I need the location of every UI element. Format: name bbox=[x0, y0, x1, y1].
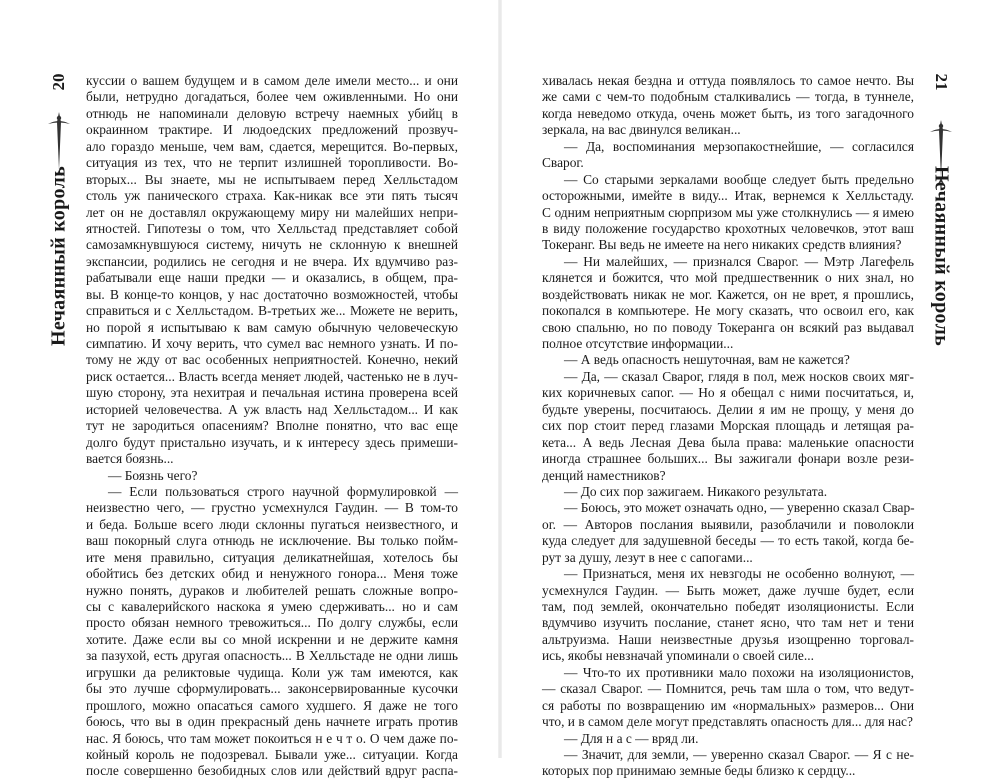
text-line: — Что-то их противники мало похожи на изоляционистов, bbox=[564, 664, 914, 680]
text-line: историей человечества. А уж власть над Хелльстадом... И как bbox=[86, 401, 458, 417]
text-line: — До сих пор зажигаем. Никакого результата. bbox=[564, 483, 828, 499]
text-line: — Если пользоваться строго научной формулировкой — bbox=[108, 483, 458, 499]
text-line: рут за душу, лезут в нее с сапогами... bbox=[542, 549, 753, 565]
text-line: — Да, — сказал Сварог, глядя в пол, меж носков своих мяг- bbox=[564, 368, 914, 384]
text-line: но порой я испытываю к вам самую обычную человеческую bbox=[86, 319, 458, 335]
text-line: ких коричневых сапог. — Но я обещал с ними посчитаться, и, bbox=[542, 385, 914, 401]
text-line: отнюдь не напоминали деловую встречу наемных убийц в bbox=[86, 105, 458, 121]
text-line: шую сторону, эта нехитрая и печальная истина проверена всей bbox=[86, 385, 458, 401]
text-line: альтруизма. Наши неизвестные друзья изощренно торговал- bbox=[542, 631, 914, 647]
text-line: ваш покорный слуга отнюдь не исключение. Вы только пойм- bbox=[86, 533, 458, 549]
text-line: ятностей. Гипотезы о том, что Хелльстад представляет собой bbox=[86, 220, 458, 236]
text-line: иногда страшнее больших... Вы зажигали фонари возле рези- bbox=[542, 451, 914, 467]
text-line: риск остается... Власть всегда меняет людей, частенько не в луч- bbox=[86, 368, 458, 384]
text-line: — Признаться, меня их невзгоды не особенно волнуют, — bbox=[564, 566, 914, 582]
text-line: бы это лучше сформулировать... законсервированные кусочки bbox=[86, 681, 458, 697]
text-line: — Для н а с — вряд ли. bbox=[564, 730, 699, 746]
text-line: нужно понять, дураков и любителей решать сложные вопро- bbox=[86, 582, 458, 598]
text-line: долго будут пристально изучать, и к интересу здесь примеши- bbox=[86, 434, 458, 450]
text-line: вторых... Вы знаете, мы не испытываем перед Хелльстадом bbox=[86, 171, 458, 187]
text-line: ог. — Авторов послания выявили, разоблачили и поволокли bbox=[542, 516, 914, 532]
text-line: Токеранг. Вы ведь не имеете на него никаких средств влияния? bbox=[542, 237, 902, 253]
text-line: кета... А ведь Лесная Дева была права: маленькие опасности bbox=[542, 434, 914, 450]
text-line: — Ни малейших, — признался Сварог. — Мэтр Лагефель bbox=[564, 253, 914, 269]
text-line: самозамкнувшуюся систему, ничуть не склонную к внешней bbox=[86, 237, 458, 253]
text-line: вается боязнь... bbox=[86, 451, 174, 467]
text-line: боюсь, что вы в один прекрасный день начнете играть против bbox=[86, 714, 458, 730]
text-line: куда следует для задушевной беседы — то есть такой, когда бе- bbox=[542, 533, 914, 549]
text-line: — Значит, для земли, — уверенно сказал Сварог. — Я с не- bbox=[564, 746, 914, 762]
text-line: тому не жду от вас особенных неприятностей. Конечно, некий bbox=[86, 352, 458, 368]
text-line: ись, якобы невзначай упоминали о своей силе... bbox=[542, 648, 814, 664]
text-line: в виду положение государство крохотных человечков, этот ваш bbox=[542, 220, 914, 236]
text-line: будьте уверены, посчитаюсь. Делии я им не прощу, у меня до bbox=[542, 401, 914, 417]
text-line: — Со старыми зеркалами вообще следует быть предельно bbox=[564, 171, 914, 187]
right-page-text bbox=[542, 73, 914, 780]
text-line: хотите. Даже если вы со мной искренни и не держите камня bbox=[86, 631, 458, 647]
text-line: симпатию. И хочу верить, что сумел вас немного узнать. И по- bbox=[86, 336, 458, 351]
text-line: — Боязнь чего? bbox=[108, 467, 198, 483]
text-line: нас. Я боюсь, что там может покоиться н е ч т о. О чем даже по- bbox=[86, 730, 458, 746]
text-line: вдумчиво изучить послание, станет ясно, что там нет и тени bbox=[542, 615, 914, 631]
text-line: Сварог. bbox=[542, 155, 584, 171]
text-line: ситуация из тех, что не терпит излишней торопливости. Во- bbox=[86, 155, 458, 171]
book-gutter bbox=[498, 0, 502, 758]
right-running-head: Нечаянный король bbox=[930, 166, 953, 346]
text-line: хивалась некая бездна и оттуда появлялось то самое нечто. Вы bbox=[542, 73, 914, 88]
text-line: просто обязан немного тревожиться... По долгу службы, если bbox=[86, 615, 458, 631]
text-line: окраинном трактире. И людоедских предложений прозвуч- bbox=[86, 122, 458, 138]
text-line: когда неведомо откуда, очень может быть, из того загадочного bbox=[542, 105, 914, 121]
text-line: за пазухой, есть другая опасность... В Хелльстаде не одни лишь bbox=[86, 648, 458, 664]
text-line: прошлого, можно опасаться самого худшего. Я даже не того bbox=[86, 697, 458, 713]
text-line: которых пор принимаю земные беды близко к сердцу... bbox=[542, 763, 856, 779]
text-line: рабатывали еще наши предки — и оказались, в общем, пра- bbox=[86, 270, 458, 286]
text-line: зеркала, на вас двинулся великан... bbox=[542, 122, 741, 138]
text-line: — сказал Сварог. — Помнится, речь там шла о том, что ведут- bbox=[542, 681, 914, 697]
text-line: что, и в самом деле могут представлять опасность для... для нас? bbox=[542, 714, 913, 730]
text-line: — А ведь опасность нешуточная, вам не кажется? bbox=[564, 352, 850, 368]
text-line: после совершенно безобидных слов или действий вдруг распа- bbox=[86, 763, 458, 779]
text-line: — Да, воспоминания мерзопакостнейшие, — согласился bbox=[564, 138, 914, 154]
text-line: С одним неприятным сюрпризом мы уже столкнулись — я имею bbox=[542, 204, 914, 220]
text-line: койный король не подозревал. Бывали уже... ситуации. Когда bbox=[86, 746, 458, 762]
right-page-number: 21 bbox=[932, 73, 951, 91]
text-line: — Боюсь, это может означать одно, — уверенно сказал Свар- bbox=[564, 500, 915, 516]
text-line: осторожными, имейте в виду... Итак, вернемся к Хелльстаду. bbox=[542, 188, 914, 204]
text-line: сы с кавалерийского наскока я умею сдерживать... но и сам bbox=[86, 599, 458, 614]
text-line: лет он не доставлял окружающему миру ни малейших непри- bbox=[86, 204, 458, 220]
text-line: и беда. Больше всего люди склонны пугаться неизвестного, и bbox=[86, 516, 458, 532]
text-line: там, под землей, окончательно победят изоляционисты. Если bbox=[542, 599, 914, 614]
text-line: воздействовать никак не мог. Кажется, он не врет, я прошлись, bbox=[542, 286, 914, 302]
text-line: тут не зародиться опасениям? Вполне понятно, что вас еще bbox=[86, 418, 458, 434]
text-line: полное отсутствие информации... bbox=[542, 336, 734, 351]
text-line: куссии о вашем будущем и в самом деле имели место... и они bbox=[86, 73, 458, 88]
text-line: справиться и с Хелльстадом. В-третьих же... Можете не верить, bbox=[86, 303, 458, 319]
text-line: экспансии, родились не сегодня и не вчера. Их вдумчиво раз- bbox=[86, 253, 458, 269]
text-line: свою спальню, но по поводу Токеранга он всякий раз выдавал bbox=[542, 319, 914, 335]
text-line: покопался в компьютере. Не могу сказать, что освоил его, как bbox=[542, 303, 914, 319]
left-running-head: Нечаянный король bbox=[47, 166, 70, 346]
text-line: ите меня правильно, ситуация деликатнейшая, хотелось бы bbox=[86, 549, 458, 565]
text-line: вы. В конце-то концов, у нас достаточно возможностей, чтобы bbox=[86, 286, 458, 302]
left-page-number: 20 bbox=[49, 73, 68, 91]
text-line: сих пор стоит перед глазами Морская площадь и летящая ра- bbox=[542, 418, 914, 434]
text-line: ся работы по возвращению им «нормальных» размеров... Они bbox=[542, 697, 914, 713]
text-line: столь уж панического страха. Как-никак все эти пять тысяч bbox=[86, 188, 458, 204]
text-line: были, нетрудно догадаться, более чем оживленными. Но они bbox=[86, 89, 458, 105]
text-line: ало гораздо меньше, чем вам, сдается, мерещится. Во-первых, bbox=[86, 138, 458, 154]
text-line: клянется и божится, что мой предшественник о них знал, но bbox=[542, 270, 914, 286]
text-line: игрушки да реликтовые чудища. Коли уж там имеются, как bbox=[86, 664, 458, 680]
text-line: обойтись без детских обид и ненужного гонора... Меня тоже bbox=[86, 566, 458, 582]
text-line: неизвестно чего, — грустно усмехнулся Гаудин. — В том-то bbox=[86, 500, 458, 516]
text-line: усмехнулся Гаудин. — Быть может, даже лучше будет, если bbox=[542, 582, 914, 598]
left-page-text bbox=[86, 73, 458, 780]
text-line: денций наместников? bbox=[542, 467, 666, 483]
text-line: же сами с чем-то подобным сталкивались — тогда, в туннеле, bbox=[542, 89, 914, 105]
